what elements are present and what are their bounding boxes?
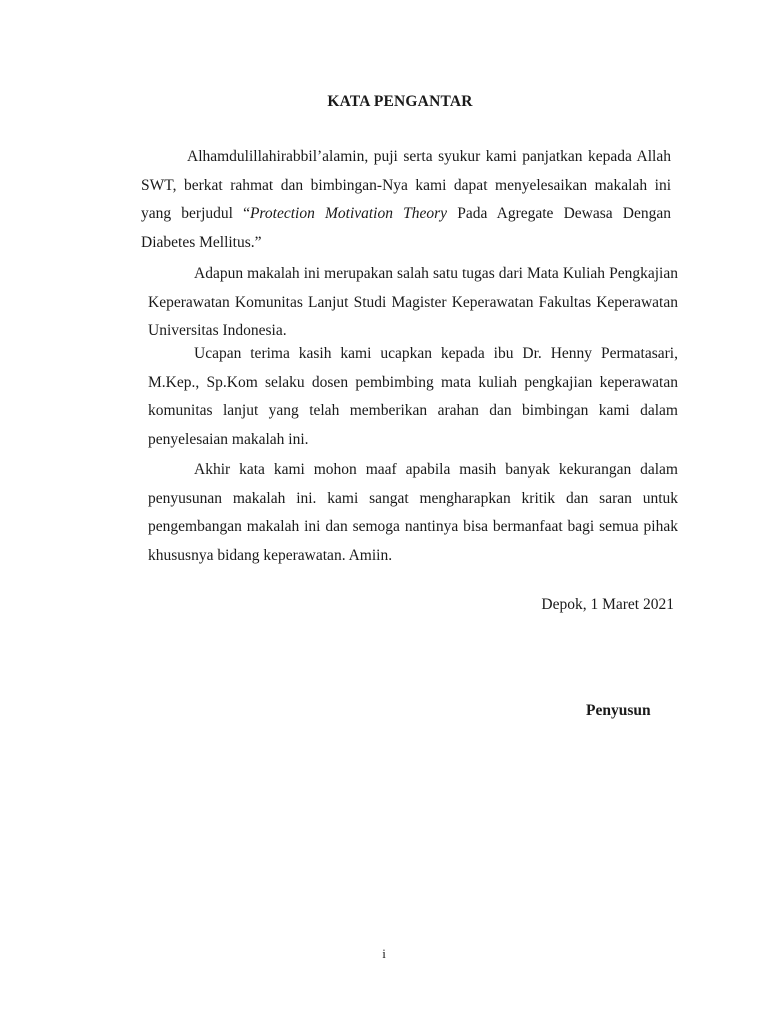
signer-label: Penyusun	[586, 702, 651, 719]
paragraph-purpose: Adapun makalah ini merupakan salah satu tugas dari Mata Kuliah Pengkajian Keperawatan Komunitas Lanjut Studi Magister Keperawatan Fakultas Keperawatan Universitas Indonesia.	[148, 265, 678, 339]
paragraph-thanks: Ucapan terima kasih kami ucapkan kepada ibu Dr. Henny Permatasari, M.Kep., Sp.Kom selaku dosen pembimbing mata kuliah pengkajian keperawatan komunitas lanjut yang telah memberikan arahan dan bimbingan kami dalam penyelesaian makalah ini.	[148, 345, 678, 448]
paragraph-opening-italic-title: Protection Motivation Theory	[249, 205, 448, 222]
paragraph-opening-text-a: Alhamdulillahirabbil’alamin, puji serta syukur kami panjatkan kepada Allah SWT, berkat rahmat dan bimbingan-Nya kami dapat menyelesaikan makalah ini yang berjudul “	[141, 148, 671, 222]
paragraph-opening-text-b: Pada Agregate Dewasa Dengan Diabetes Mellitus.”	[141, 205, 671, 251]
place-date: Depok, 1 Maret 2021	[541, 596, 674, 613]
paragraph-closing: Akhir kata kami mohon maaf apabila masih banyak kekurangan dalam penyusunan makalah ini. kami sangat mengharapkan kritik dan saran untuk pengembangan makalah ini dan semoga nantinya bisa bermanfaat bagi semua pihak khususnya bidang keperawatan. Amiin.	[148, 461, 678, 564]
page-number: i	[382, 946, 386, 961]
page-title: KATA PENGANTAR	[327, 93, 473, 110]
paragraph-opening	[141, 143, 671, 257]
